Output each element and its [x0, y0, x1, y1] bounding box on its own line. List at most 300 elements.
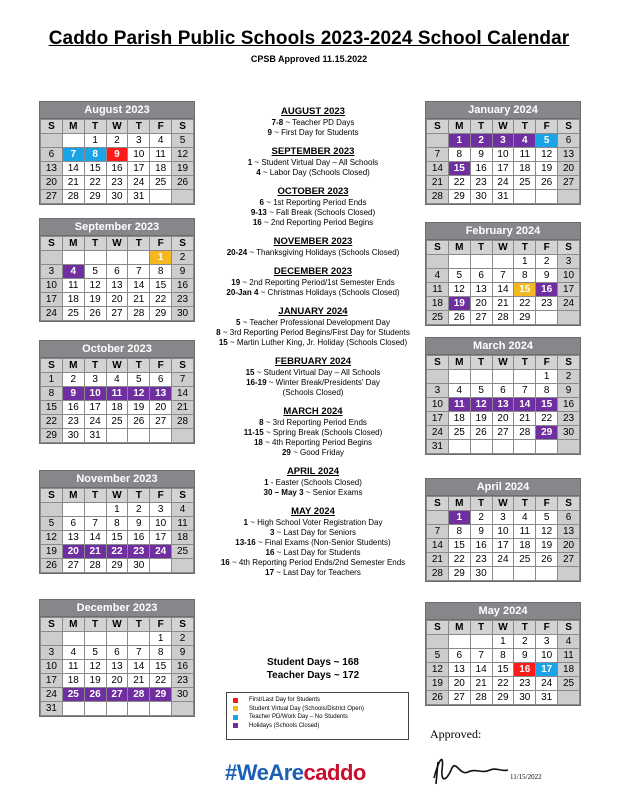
weekday-header: W	[106, 237, 128, 251]
day-cell: 4	[62, 646, 84, 660]
event-line	[203, 478, 423, 488]
weekday-header: T	[470, 120, 492, 134]
day-cell: 17	[41, 293, 63, 307]
weekday-header: T	[84, 120, 106, 134]
day-cell: 28	[84, 559, 106, 573]
day-cell: 27	[106, 307, 128, 321]
day-cell: 15	[84, 162, 106, 176]
empty-cell	[514, 567, 536, 581]
events-list	[203, 106, 423, 586]
day-cell: 7	[427, 148, 449, 162]
day-cell: 9	[106, 148, 128, 162]
empty-cell	[514, 190, 536, 204]
day-cell: 21	[492, 297, 514, 311]
day-cell: 29	[492, 691, 514, 705]
day-cell: 24	[84, 415, 106, 429]
day-cell: 21	[128, 674, 150, 688]
weekday-header: S	[41, 359, 63, 373]
legend-item	[233, 722, 402, 731]
calendar-dec-2023	[39, 599, 195, 717]
weekday-header: T	[84, 618, 106, 632]
day-cell: 27	[558, 176, 580, 190]
weekday-header: T	[84, 359, 106, 373]
day-cell: 16	[514, 663, 536, 677]
day-cell: 21	[62, 176, 84, 190]
day-cell: 5	[172, 134, 194, 148]
day-cell: 1	[84, 134, 106, 148]
day-cell: 20	[106, 293, 128, 307]
day-cell: 24	[128, 176, 150, 190]
event-text: ~ Last Day for Teachers	[274, 568, 361, 577]
day-cell: 13	[150, 387, 172, 401]
event-text: ~ High School Voter Registration Day	[247, 518, 383, 527]
day-cell: 24	[492, 553, 514, 567]
legend-label: Holidays (Schools Closed)	[249, 722, 320, 729]
event-group	[203, 266, 423, 298]
day-cell: 13	[106, 279, 128, 293]
empty-cell	[172, 429, 194, 443]
empty-cell	[150, 702, 172, 716]
day-cell: 10	[492, 525, 514, 539]
day-cell: 7	[427, 525, 449, 539]
day-cell: 9	[172, 265, 194, 279]
empty-cell	[172, 702, 194, 716]
day-cell: 31	[41, 702, 63, 716]
weekday-header: M	[62, 120, 84, 134]
event-date: 3	[269, 528, 275, 537]
legend-swatch	[233, 723, 238, 728]
day-cell: 14	[427, 539, 449, 553]
event-date: 9-13	[250, 208, 267, 217]
empty-cell	[128, 702, 150, 716]
calendar-mar-2024	[425, 337, 581, 455]
day-cell: 29	[448, 190, 470, 204]
event-month-heading: NOVEMBER 2023	[273, 236, 353, 247]
event-text: ~ Martin Luther King, Jr. Holiday (Schools Closed)	[227, 338, 408, 347]
event-date: 16	[220, 558, 230, 567]
day-cell: 6	[41, 148, 63, 162]
day-cell: 21	[470, 677, 492, 691]
event-line	[203, 448, 423, 458]
weekday-header: S	[41, 489, 63, 503]
day-cell: 14	[84, 531, 106, 545]
day-cell: 4	[514, 134, 536, 148]
event-line	[203, 378, 423, 388]
day-cell: 8	[41, 387, 63, 401]
event-date: 17	[265, 568, 275, 577]
day-cell: 6	[558, 511, 580, 525]
weekday-header: T	[128, 237, 150, 251]
weekday-header: F	[150, 618, 172, 632]
day-cell: 27	[41, 190, 63, 204]
event-text: ~ 4th Reporting Period Begins	[262, 438, 373, 447]
day-cell: 18	[106, 401, 128, 415]
event-text: ~ 4th Reporting Period Ends/2nd Semester Ends	[229, 558, 406, 567]
day-cell: 19	[536, 539, 558, 553]
day-cell: 3	[492, 511, 514, 525]
event-line	[203, 538, 423, 548]
day-cell: 15	[106, 531, 128, 545]
event-line	[203, 168, 423, 178]
day-cell: 11	[62, 279, 84, 293]
day-totals	[203, 656, 423, 682]
day-cell: 2	[470, 134, 492, 148]
day-cell: 27	[106, 688, 128, 702]
calendar-feb-2024	[425, 222, 581, 326]
day-cell: 3	[150, 503, 172, 517]
day-cell: 30	[470, 567, 492, 581]
legend-swatch	[233, 706, 238, 711]
day-cell: 24	[558, 297, 580, 311]
month-title: March 2024	[426, 338, 580, 355]
day-cell: 16	[106, 162, 128, 176]
day-cell: 29	[84, 190, 106, 204]
day-cell: 6	[106, 646, 128, 660]
day-cell: 17	[41, 674, 63, 688]
event-text: ~ 3rd Reporting Period Ends	[263, 418, 367, 427]
empty-cell	[470, 635, 492, 649]
weekday-header: T	[470, 356, 492, 370]
day-cell: 20	[558, 539, 580, 553]
day-cell: 24	[41, 688, 63, 702]
day-cell: 14	[492, 283, 514, 297]
event-date: 4	[256, 168, 261, 177]
empty-cell	[536, 311, 558, 325]
day-cell: 25	[558, 677, 580, 691]
month-title: January 2024	[426, 102, 580, 119]
day-cell: 12	[172, 148, 194, 162]
day-cell: 15	[536, 398, 558, 412]
empty-cell	[128, 429, 150, 443]
empty-cell	[62, 251, 84, 265]
day-cell: 12	[84, 660, 106, 674]
day-cell: 31	[492, 190, 514, 204]
day-cell: 26	[536, 553, 558, 567]
legend-item	[233, 696, 402, 705]
day-cell: 6	[150, 373, 172, 387]
day-cell: 15	[448, 539, 470, 553]
signature-image	[430, 748, 510, 788]
day-cell: 20	[106, 674, 128, 688]
weekday-header: S	[558, 621, 580, 635]
empty-cell	[558, 190, 580, 204]
event-date: 30 – May 3	[263, 488, 304, 497]
event-text: ~ Teacher Professional Development Day	[240, 318, 390, 327]
day-cell: 6	[62, 517, 84, 531]
day-cell: 21	[427, 553, 449, 567]
event-month-heading: MARCH 2024	[283, 406, 343, 417]
weekday-header: W	[106, 489, 128, 503]
event-date: 5	[236, 318, 241, 327]
event-line	[203, 278, 423, 288]
empty-cell	[448, 255, 470, 269]
empty-cell	[470, 255, 492, 269]
event-date: 29	[281, 448, 291, 457]
day-cell: 26	[470, 426, 492, 440]
day-cell: 10	[41, 660, 63, 674]
day-cell: 27	[150, 415, 172, 429]
day-cell: 16	[558, 398, 580, 412]
day-cell: 1	[492, 635, 514, 649]
event-date: 11-15	[243, 428, 264, 437]
empty-cell	[62, 632, 84, 646]
day-cell: 11	[514, 148, 536, 162]
weekday-header: S	[558, 497, 580, 511]
day-cell: 23	[470, 176, 492, 190]
day-cell: 5	[427, 649, 449, 663]
day-cell: 10	[84, 387, 106, 401]
empty-cell	[514, 440, 536, 454]
day-cell: 17	[84, 401, 106, 415]
day-cell: 22	[106, 545, 128, 559]
day-cell: 10	[150, 517, 172, 531]
weekday-header: F	[536, 241, 558, 255]
day-cell: 7	[128, 265, 150, 279]
event-text: ~ Final Exams (Non-Senior Students)	[255, 538, 391, 547]
empty-cell	[492, 370, 514, 384]
day-cell: 25	[150, 176, 172, 190]
day-cell: 13	[558, 525, 580, 539]
empty-cell	[172, 190, 194, 204]
event-date: 6	[259, 198, 264, 207]
weekday-header: T	[128, 489, 150, 503]
day-cell: 29	[41, 429, 63, 443]
weekday-header: F	[536, 120, 558, 134]
empty-cell	[150, 190, 172, 204]
event-line	[203, 528, 423, 538]
weekday-header: F	[536, 621, 558, 635]
calendar-grid	[40, 617, 194, 716]
empty-cell	[106, 251, 128, 265]
day-cell: 9	[536, 269, 558, 283]
day-cell: 14	[514, 398, 536, 412]
weekday-header: T	[84, 237, 106, 251]
day-cell: 6	[448, 649, 470, 663]
day-cell: 1	[448, 511, 470, 525]
event-month-heading: FEBRUARY 2024	[274, 356, 352, 367]
day-cell: 29	[150, 307, 172, 321]
day-cell: 8	[448, 148, 470, 162]
day-cell: 10	[41, 279, 63, 293]
day-cell: 12	[84, 279, 106, 293]
day-cell: 13	[558, 148, 580, 162]
day-cell: 8	[84, 148, 106, 162]
event-date: 18	[253, 438, 263, 447]
empty-cell	[492, 255, 514, 269]
empty-cell	[558, 691, 580, 705]
day-cell: 8	[536, 384, 558, 398]
day-cell: 12	[536, 148, 558, 162]
event-month-heading: APRIL 2024	[286, 466, 340, 477]
empty-cell	[62, 702, 84, 716]
weekday-header: M	[62, 359, 84, 373]
month-title: November 2023	[40, 471, 194, 488]
day-cell: 4	[106, 373, 128, 387]
day-cell: 18	[172, 531, 194, 545]
event-line	[203, 158, 423, 168]
weekday-header: S	[41, 237, 63, 251]
day-cell: 14	[128, 660, 150, 674]
day-cell: 3	[492, 134, 514, 148]
month-title: April 2024	[426, 479, 580, 496]
day-cell: 3	[41, 646, 63, 660]
day-cell: 12	[470, 398, 492, 412]
event-line	[203, 488, 423, 498]
event-date: 20-Jan 4	[226, 288, 259, 297]
calendar-grid	[426, 240, 580, 325]
weekday-header: M	[448, 241, 470, 255]
day-cell: 5	[128, 373, 150, 387]
weekday-header: W	[492, 241, 514, 255]
day-cell: 15	[514, 283, 536, 297]
day-cell: 31	[84, 429, 106, 443]
day-cell: 13	[448, 663, 470, 677]
event-date: 7-8	[271, 118, 284, 127]
event-month-heading: SEPTEMBER 2023	[271, 146, 355, 157]
empty-cell	[106, 429, 128, 443]
day-cell: 7	[62, 148, 84, 162]
day-cell: 6	[106, 265, 128, 279]
day-cell: 16	[172, 660, 194, 674]
day-cell: 29	[448, 567, 470, 581]
event-text: (Schools Closed)	[282, 388, 344, 397]
day-cell: 11	[106, 387, 128, 401]
event-line	[203, 388, 423, 398]
day-cell: 24	[427, 426, 449, 440]
event-text: ~ 2nd Reporting Period Begins	[261, 218, 374, 227]
event-month-heading: JANUARY 2024	[278, 306, 348, 317]
empty-cell	[150, 559, 172, 573]
event-date: 16	[252, 218, 262, 227]
event-line	[203, 198, 423, 208]
day-cell: 23	[106, 176, 128, 190]
day-cell: 14	[172, 387, 194, 401]
teacher-days: Teacher Days ~ 172	[266, 670, 360, 681]
empty-cell	[41, 134, 63, 148]
day-cell: 30	[62, 429, 84, 443]
empty-cell	[84, 702, 106, 716]
empty-cell	[492, 440, 514, 454]
legend-item	[233, 713, 402, 722]
legend-swatch	[233, 715, 238, 720]
weekday-header: T	[470, 241, 492, 255]
empty-cell	[470, 440, 492, 454]
calendar-apr-2024	[425, 478, 581, 582]
day-cell: 4	[427, 269, 449, 283]
day-cell: 17	[492, 162, 514, 176]
day-cell: 27	[470, 311, 492, 325]
empty-cell	[558, 311, 580, 325]
weekday-header: T	[514, 120, 536, 134]
weekday-header: S	[41, 618, 63, 632]
empty-cell	[128, 251, 150, 265]
event-date: 15	[245, 368, 255, 377]
weekday-header: F	[150, 489, 172, 503]
day-cell: 12	[41, 531, 63, 545]
day-cell: 21	[172, 401, 194, 415]
day-cell: 7	[84, 517, 106, 531]
weekday-header: S	[427, 621, 449, 635]
calendar-grid	[40, 358, 194, 443]
day-cell: 5	[536, 134, 558, 148]
event-text: ~ 2nd Reporting Period/1st Semester Ends	[240, 278, 395, 287]
weekday-header: W	[106, 618, 128, 632]
weekday-header: F	[536, 497, 558, 511]
empty-cell	[84, 251, 106, 265]
weekday-header: S	[172, 120, 194, 134]
day-cell: 15	[492, 663, 514, 677]
day-cell: 5	[470, 384, 492, 398]
day-cell: 20	[62, 545, 84, 559]
page-title: Caddo Parish Public Schools 2023-2024 School Calendar	[48, 28, 570, 49]
day-cell: 28	[514, 426, 536, 440]
legend-label: Student Virtual Day (Schools/District Open)	[249, 705, 364, 712]
day-cell: 17	[150, 531, 172, 545]
day-cell: 17	[128, 162, 150, 176]
calendar-nov-2023	[39, 470, 195, 574]
day-cell: 25	[106, 415, 128, 429]
weekday-header: T	[128, 618, 150, 632]
day-cell: 2	[470, 511, 492, 525]
empty-cell	[150, 429, 172, 443]
day-cell: 24	[150, 545, 172, 559]
day-cell: 3	[84, 373, 106, 387]
day-cell: 1	[514, 255, 536, 269]
day-cell: 22	[41, 415, 63, 429]
weekday-header: F	[150, 120, 172, 134]
calendar-grid	[426, 496, 580, 581]
weekday-header: M	[448, 356, 470, 370]
day-cell: 17	[536, 663, 558, 677]
event-text: ~ Student Virtual Day – All Schools	[254, 368, 381, 377]
weekday-header: W	[492, 621, 514, 635]
empty-cell	[427, 134, 449, 148]
event-group	[203, 356, 423, 398]
day-cell: 18	[62, 293, 84, 307]
day-cell: 14	[470, 663, 492, 677]
event-month-heading: DECEMBER 2023	[273, 266, 353, 277]
day-cell: 12	[128, 387, 150, 401]
day-cell: 22	[536, 412, 558, 426]
weekday-header: S	[558, 120, 580, 134]
empty-cell	[448, 370, 470, 384]
hashtag-logo	[225, 760, 366, 786]
day-cell: 16	[172, 279, 194, 293]
day-cell: 26	[128, 415, 150, 429]
event-date: 15	[218, 338, 228, 347]
weekday-header: W	[106, 120, 128, 134]
day-cell: 30	[514, 691, 536, 705]
empty-cell	[558, 440, 580, 454]
legend-label: Teacher PD/Work Day – No Students	[249, 714, 348, 720]
day-cell: 16	[470, 162, 492, 176]
empty-cell	[106, 632, 128, 646]
day-cell: 26	[448, 311, 470, 325]
day-cell: 12	[448, 283, 470, 297]
calendar-sep-2023	[39, 218, 195, 322]
month-title: February 2024	[426, 223, 580, 240]
event-text: ~ Senior Exams	[303, 488, 363, 497]
event-text: ~ Winter Break/Presidents' Day	[266, 378, 380, 387]
day-cell: 18	[514, 162, 536, 176]
color-legend	[226, 692, 409, 740]
day-cell: 18	[427, 297, 449, 311]
day-cell: 31	[128, 190, 150, 204]
calendar-jan-2024	[425, 101, 581, 205]
day-cell: 28	[427, 567, 449, 581]
day-cell: 2	[62, 373, 84, 387]
day-cell: 22	[448, 176, 470, 190]
